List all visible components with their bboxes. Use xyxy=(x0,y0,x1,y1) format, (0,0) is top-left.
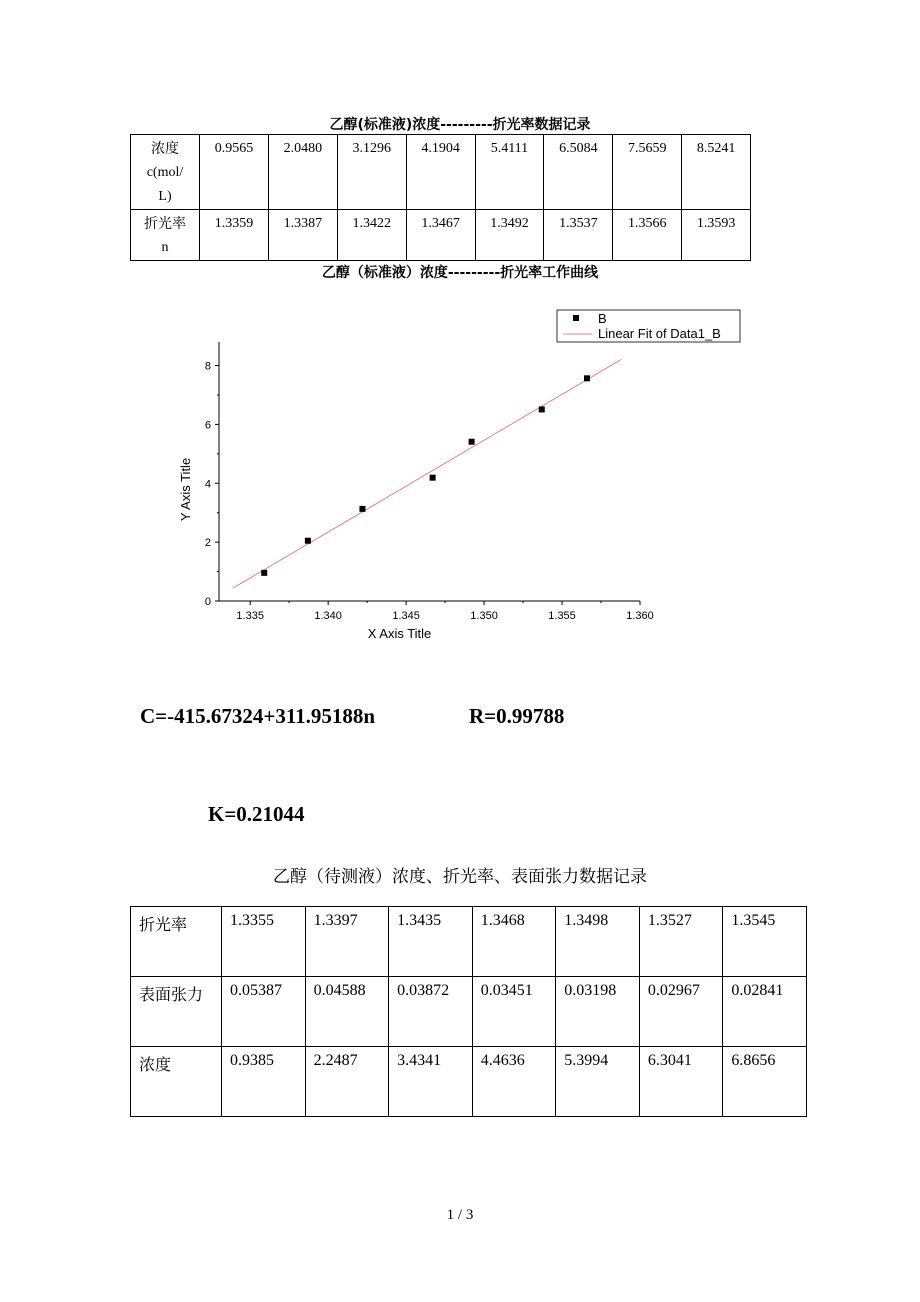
legend-entry: Linear Fit of Data1_B xyxy=(598,326,721,341)
test-solution-table xyxy=(130,906,807,1117)
table-cell: 5.4111 xyxy=(475,135,544,210)
y-tick-label: 2 xyxy=(204,537,211,550)
x-tick-label: 1.335 xyxy=(236,610,264,622)
table-cell: 0.03872 xyxy=(389,977,473,1047)
calibration-chart xyxy=(170,300,721,660)
row-label-surface-tension: 表面张力 xyxy=(131,977,222,1047)
data-point xyxy=(305,538,311,544)
table-cell: 1.3359 xyxy=(200,210,269,261)
table2-caption: 乙醇（待测液）浓度、折光率、表面张力数据记录 xyxy=(273,867,647,887)
table1-caption: 乙醇(标准液)浓度---------折光率数据记录 xyxy=(329,117,591,133)
y-tick-label: 4 xyxy=(204,478,211,491)
table-row xyxy=(131,210,751,261)
table-row xyxy=(131,1047,807,1117)
k-value: K=0.21044 xyxy=(208,802,305,826)
table-row xyxy=(131,977,807,1047)
x-tick-label: 1.355 xyxy=(548,610,576,622)
x-tick-label: 1.350 xyxy=(470,610,498,622)
label-line: c(mol/ xyxy=(146,165,184,180)
table-cell: 2.0480 xyxy=(268,135,337,210)
x-tick-label: 1.345 xyxy=(392,610,420,622)
table-cell: 1.3566 xyxy=(613,210,682,261)
linear-fit-line xyxy=(233,359,621,588)
table-cell: 1.3387 xyxy=(268,210,337,261)
table-cell: 0.9565 xyxy=(200,135,269,210)
table-cell: 0.03198 xyxy=(556,977,640,1047)
table-cell: 1.3593 xyxy=(682,210,751,261)
label-line: L) xyxy=(158,189,172,204)
page-number: 1 / 3 xyxy=(446,1207,474,1223)
table-cell: 3.4341 xyxy=(389,1047,473,1117)
table-cell: 5.3994 xyxy=(556,1047,640,1117)
table-cell: 1.3492 xyxy=(475,210,544,261)
data-point xyxy=(430,475,436,481)
row-label-concentration: 浓度 xyxy=(131,1047,222,1117)
correlation-coefficient: R=0.99788 xyxy=(469,704,565,728)
table-cell: 6.8656 xyxy=(723,1047,807,1117)
standard-solution-table xyxy=(130,134,751,261)
data-point xyxy=(359,506,365,512)
y-tick-label: 6 xyxy=(204,419,211,432)
table-cell: 0.9385 xyxy=(222,1047,306,1117)
legend-marker-square xyxy=(573,315,579,321)
y-tick-label: 8 xyxy=(204,360,211,373)
y-axis-title: Y Axis Title xyxy=(178,457,193,522)
label-line: 浓度 xyxy=(151,141,179,157)
x-axis-title: X Axis Title xyxy=(367,626,432,641)
data-point xyxy=(469,439,475,445)
label-line: n xyxy=(161,240,169,255)
table-cell: 0.02967 xyxy=(639,977,723,1047)
table-cell: 2.2487 xyxy=(305,1047,389,1117)
data-point xyxy=(539,406,545,412)
table-cell: 1.3545 xyxy=(723,907,807,977)
chart-axes xyxy=(219,342,640,601)
row-label-concentration xyxy=(131,135,200,210)
data-point xyxy=(261,570,267,576)
chart-legend xyxy=(557,310,740,342)
row-label-refractive-index: 折光率 xyxy=(131,907,222,977)
x-ticks xyxy=(236,601,653,622)
table-cell: 6.3041 xyxy=(639,1047,723,1117)
table-cell: 1.3355 xyxy=(222,907,306,977)
table-cell: 7.5659 xyxy=(613,135,682,210)
table-row xyxy=(131,135,751,210)
y-ticks xyxy=(205,361,219,608)
table-cell: 1.3467 xyxy=(406,210,475,261)
table-cell: 1.3468 xyxy=(472,907,556,977)
table-cell: 1.3435 xyxy=(389,907,473,977)
table-cell: 4.4636 xyxy=(472,1047,556,1117)
y-tick-label: 0 xyxy=(204,596,211,608)
x-tick-label: 1.340 xyxy=(314,610,342,622)
table-cell: 1.3397 xyxy=(305,907,389,977)
table-cell: 6.5084 xyxy=(544,135,613,210)
table-cell: 0.04588 xyxy=(305,977,389,1047)
table-cell: 8.5241 xyxy=(682,135,751,210)
table-cell: 1.3527 xyxy=(639,907,723,977)
table-cell: 4.1904 xyxy=(406,135,475,210)
table-cell: 3.1296 xyxy=(337,135,406,210)
table-cell: 1.3498 xyxy=(556,907,640,977)
table-cell: 0.03451 xyxy=(472,977,556,1047)
table-cell: 0.05387 xyxy=(222,977,306,1047)
chart-caption: 乙醇（标准液）浓度---------折光率工作曲线 xyxy=(321,265,599,281)
table-row xyxy=(131,907,807,977)
data-points xyxy=(261,375,590,576)
data-point xyxy=(584,375,590,381)
table-cell: 0.02841 xyxy=(723,977,807,1047)
label-line: 折光率 xyxy=(144,216,186,232)
table-cell: 1.3537 xyxy=(544,210,613,261)
table-cell: 1.3422 xyxy=(337,210,406,261)
row-label-refractive-index xyxy=(131,210,200,261)
regression-equation: C=-415.67324+311.95188n xyxy=(140,704,376,728)
x-tick-label: 1.360 xyxy=(626,610,654,622)
legend-entry: B xyxy=(598,311,607,326)
